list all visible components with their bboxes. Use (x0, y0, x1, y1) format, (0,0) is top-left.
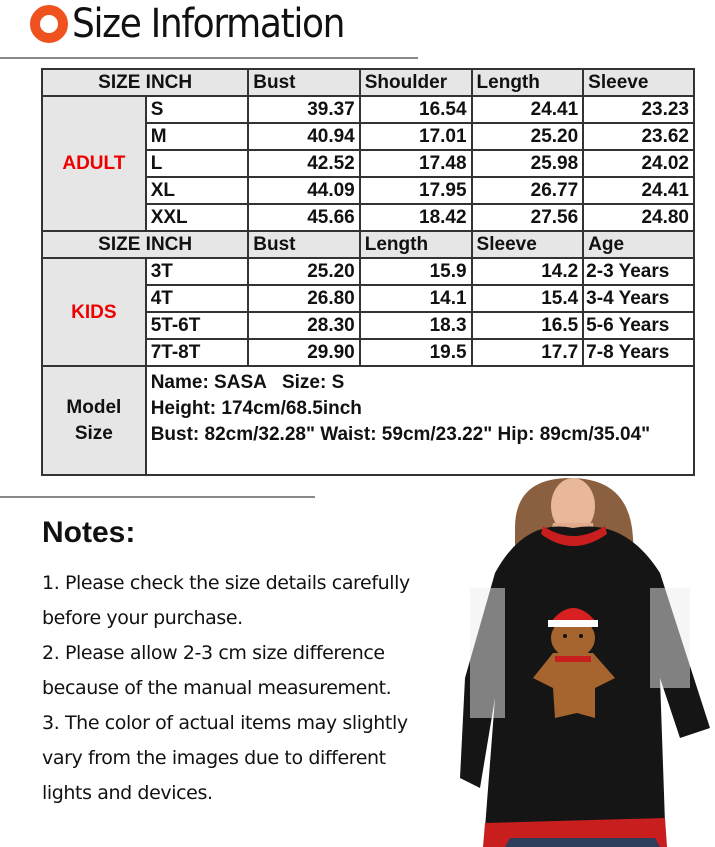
note-line: 2. Please allow 2-3 cm size difference (42, 642, 385, 664)
value-cell: 24.41 (583, 177, 694, 204)
value-cell: 25.98 (472, 150, 584, 177)
column-header: Sleeve (472, 231, 584, 258)
notes-list (42, 566, 410, 811)
value-cell: 17.95 (360, 177, 472, 204)
model-height: Height: 174cm/68.5inch (150, 398, 362, 419)
value-cell: 15.9 (360, 258, 472, 285)
table-header-row (42, 231, 694, 258)
value-cell: 17.7 (472, 339, 584, 366)
value-cell: 40.94 (248, 123, 359, 150)
value-cell: 27.56 (472, 204, 584, 231)
value-cell: 5-6 Years (583, 312, 694, 339)
value-cell: 15.4 (472, 285, 584, 312)
table-header-row (42, 69, 694, 96)
column-header: SIZE INCH (42, 69, 248, 96)
model-size-row (42, 366, 694, 475)
value-cell: 19.5 (360, 339, 472, 366)
value-cell: 42.52 (248, 150, 359, 177)
value-cell: 45.66 (248, 204, 359, 231)
value-cell: 26.77 (472, 177, 584, 204)
size-cell: 4T (146, 285, 249, 312)
column-header: Sleeve (583, 69, 694, 96)
value-cell: 24.02 (583, 150, 694, 177)
note-line: vary from the images due to different (42, 747, 386, 769)
value-cell: 14.1 (360, 285, 472, 312)
value-cell: 39.37 (248, 96, 359, 123)
column-header: Length (472, 69, 584, 96)
divider (0, 57, 418, 59)
size-cell: 7T-8T (146, 339, 249, 366)
size-cell: M (146, 123, 249, 150)
value-cell: 2-3 Years (583, 258, 694, 285)
value-cell: 17.48 (360, 150, 472, 177)
size-cell: L (146, 150, 249, 177)
note-line: 1. Please check the size details carefully (42, 572, 410, 594)
page-title: Size Information (30, 2, 374, 46)
size-cell: S (146, 96, 249, 123)
column-header: Bust (248, 231, 359, 258)
value-cell: 24.41 (472, 96, 584, 123)
value-cell: 29.90 (248, 339, 359, 366)
value-cell: 25.20 (472, 123, 584, 150)
note-line: before your purchase. (42, 607, 243, 629)
model-details (146, 366, 694, 475)
model-label: Model (66, 396, 122, 418)
group-label: KIDS (42, 258, 146, 366)
value-cell: 16.54 (360, 96, 472, 123)
divider (0, 496, 315, 498)
column-header: SIZE INCH (42, 231, 248, 258)
value-cell: 28.30 (248, 312, 359, 339)
note-line: 3. The color of actual items may slightly (42, 712, 408, 734)
note-line: because of the manual measurement. (42, 677, 392, 699)
value-cell: 18.42 (360, 204, 472, 231)
column-header: Age (583, 231, 694, 258)
notes-heading: Notes: (42, 516, 136, 549)
model-size-label (42, 366, 146, 475)
model-measurements: Bust: 82cm/32.28" Waist: 59cm/23.22" Hip: 89cm/35.04" (150, 424, 651, 445)
value-cell: 3-4 Years (583, 285, 694, 312)
size-cell: 5T-6T (146, 312, 249, 339)
column-header: Length (360, 231, 472, 258)
value-cell: 24.80 (583, 204, 694, 231)
column-header: Shoulder (360, 69, 472, 96)
table-row (42, 96, 694, 123)
value-cell: 23.62 (583, 123, 694, 150)
table-row (42, 258, 694, 285)
value-cell: 23.23 (583, 96, 694, 123)
value-cell: 17.01 (360, 123, 472, 150)
size-table (41, 68, 695, 476)
value-cell: 26.80 (248, 285, 359, 312)
size-cell: XL (146, 177, 249, 204)
value-cell: 14.2 (472, 258, 584, 285)
size-cell: 3T (146, 258, 249, 285)
value-cell: 25.20 (248, 258, 359, 285)
value-cell: 44.09 (248, 177, 359, 204)
column-header: Bust (248, 69, 359, 96)
group-label: ADULT (42, 96, 146, 231)
value-cell: 16.5 (472, 312, 584, 339)
model-photo (455, 478, 715, 847)
circle-bullet-icon (30, 5, 68, 43)
size-cell: XXL (146, 204, 249, 231)
size-label: Size (74, 422, 113, 444)
value-cell: 7-8 Years (583, 339, 694, 366)
note-line: lights and devices. (42, 782, 213, 804)
value-cell: 18.3 (360, 312, 472, 339)
model-name: Name: SASA Size: S (150, 372, 345, 393)
